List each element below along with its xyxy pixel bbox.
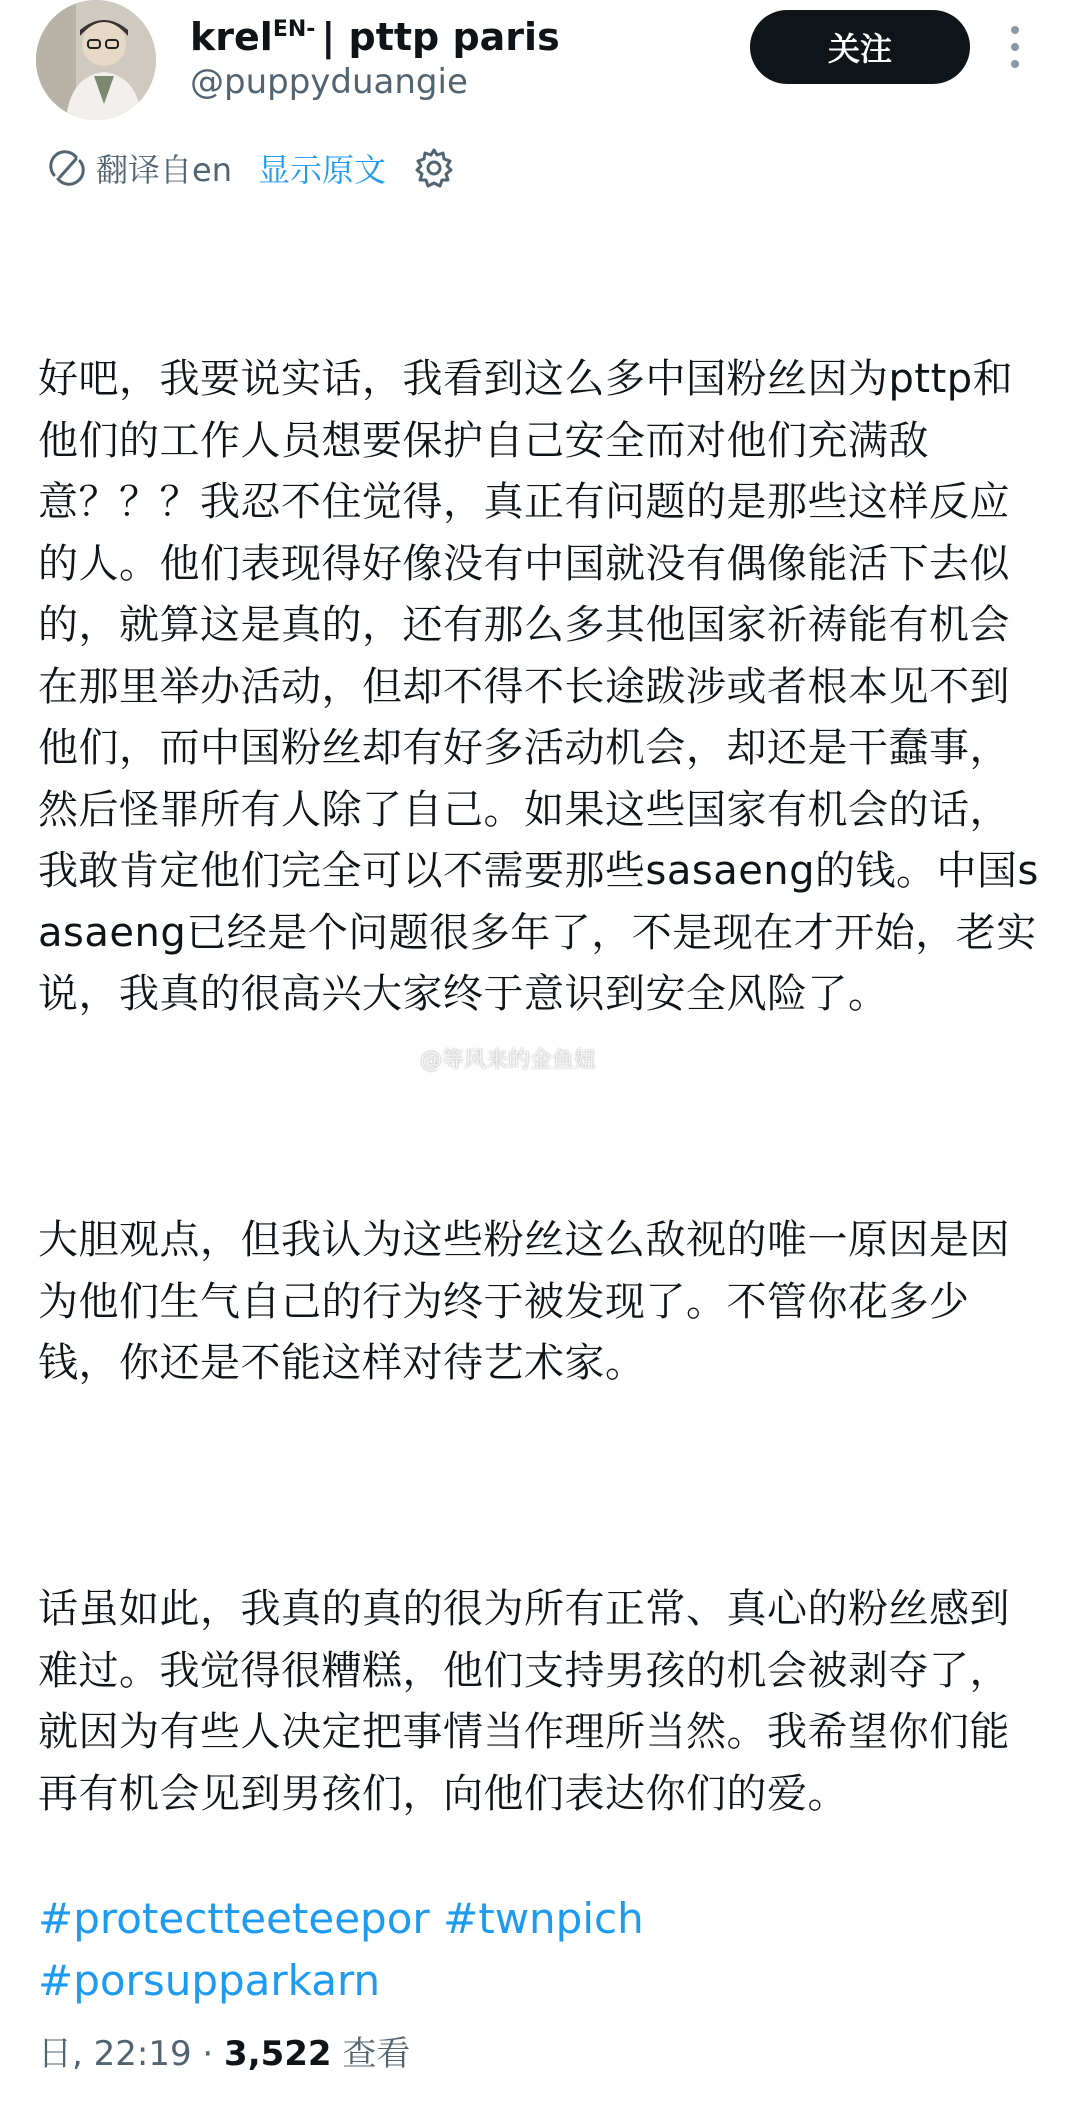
display-name[interactable] — [190, 6, 560, 61]
show-original-link[interactable]: 显示原文 — [257, 151, 386, 189]
display-name-text: krel — [190, 15, 273, 59]
tweet-paragraph-2: 大胆观点，但我认为这些粉丝这么敌视的唯一原因是因为他们生气自己的行为终于被发现了。不管你花多少钱，你还是不能这样对待艺术家。 — [38, 1217, 1010, 1386]
views-count: 3,522 — [224, 2034, 332, 2074]
hashtag-list — [38, 1888, 1048, 2012]
display-name-suffix: | pttp paris — [321, 15, 560, 59]
translate-icon — [48, 149, 86, 187]
avatar[interactable] — [36, 0, 156, 120]
hashtag-porsupparkarn[interactable]: #porsupparkarn — [38, 1956, 381, 2005]
tweet-timestamp[interactable]: 日, 22:19 — [38, 2034, 192, 2074]
translation-bar — [48, 140, 456, 196]
name-superscript: EN- — [272, 17, 316, 42]
meta-separator: · — [191, 2034, 225, 2074]
translation-source-label: 翻译自en — [96, 151, 232, 189]
tweet-header — [0, 0, 1080, 130]
tweet-paragraph-1: 好吧，我要说实话，我看到这么多中国粉丝因为pttp和他们的工作人员想要保护自己安全而对他们充满敌意？？？我忍不住觉得，真正有问题的是那些这样反应的人。他们表现得好像没有中国就没有偶像能活下去似的，就算这是真的，还有那么多其他国家祈祷能有机会在那里举办活动，但却不得不长途跋涉或者根本见不到他们，而中国粉丝却有好多活动机会，却还是干蠢事，然后怪罪所有人除了自己。如果这些国家有机会的话，我敢肯定他们完全可以不需要那些sasaeng的钱。中国sasaeng已经是个问题很多年了，不是现在才开始，老实说，我真的很高兴大家终于意识到安全风险了。 — [38, 356, 1039, 1017]
views-label: 查看 — [331, 2034, 411, 2074]
weibo-watermark: @等风来的金鱼妞 — [420, 1048, 597, 1073]
hashtag-protectteeteepor[interactable]: #protectteeteepor — [38, 1894, 430, 1943]
follow-button[interactable]: 关注 — [750, 10, 970, 84]
avatar-image — [36, 0, 156, 120]
tweet-paragraph-3: 话虽如此，我真的真的很为所有正常、真心的粉丝感到难过。我觉得很糟糕，他们支持男孩的机会被剥夺了，就因为有些人决定把事情当作理所当然。我希望你们能再有机会见到男孩们，向他们表达你们的爱。 — [38, 1586, 1010, 1817]
hashtag-twnpich[interactable]: #twnpich — [443, 1894, 644, 1943]
more-vertical-icon[interactable] — [1000, 22, 1030, 72]
tweet-meta — [38, 2030, 410, 2078]
user-handle[interactable]: @puppyduangie — [190, 62, 468, 102]
gear-icon[interactable] — [412, 146, 456, 190]
